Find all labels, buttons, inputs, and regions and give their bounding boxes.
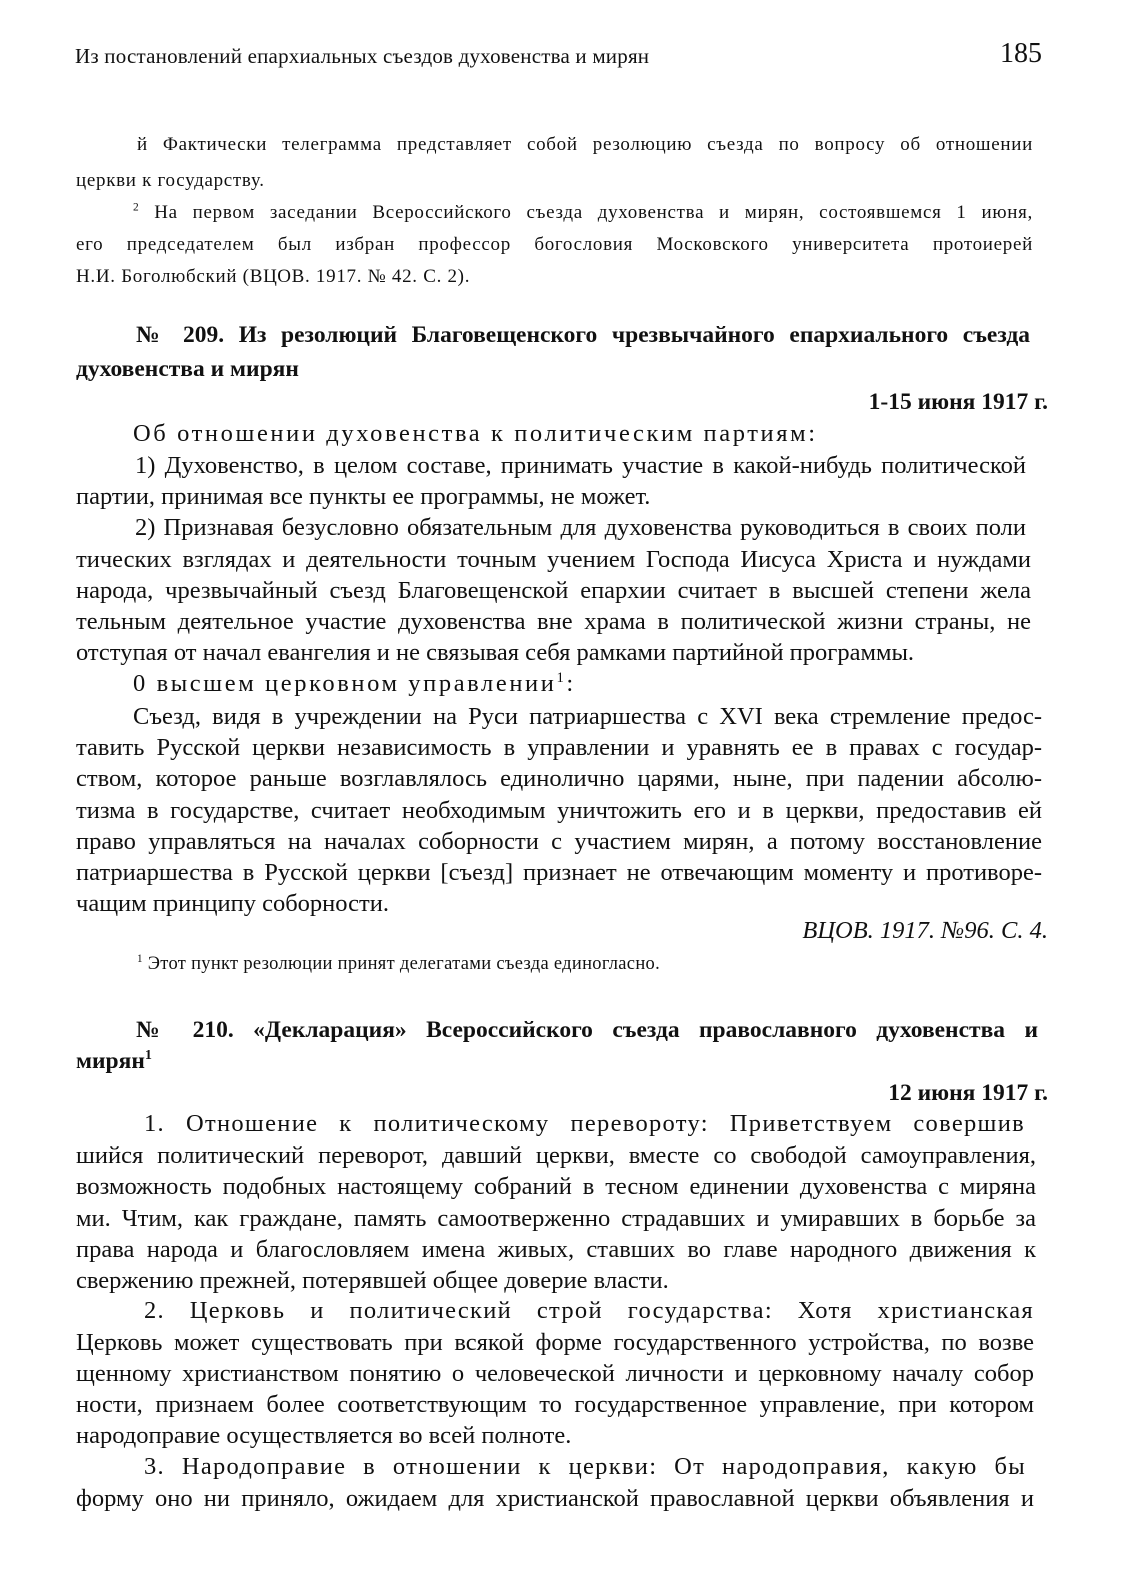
doc209-footnote-text: Этот пункт резолюции принят делегатами съезда единогласно. (147, 954, 660, 974)
doc209-para3-line-1: Съезд, видя в учреждении на Руси патриаршества с XVI века стремление предос- (133, 703, 1042, 730)
doc209-para3-line-3: ством, которое раньше возглавлялось единолично царями, ныне, при падении абсолю- (76, 765, 1042, 792)
footnote-1-line-1: й Фактически телеграмма представляет собой резолюцию съезда по вопросу об отношении (137, 134, 1033, 155)
doc209-para3-line-6: патриаршества в Русской церкви [съезд] признает не отвечающим моменту и противоре- (76, 859, 1042, 886)
doc209-para3-line-4: тизма в государстве, считает необходимым уничтожить его и в церкви, предоставив ей (76, 797, 1042, 824)
doc209-date: 1-15 июня 1917 г. (868, 389, 1048, 415)
doc210-p2-line-3: ности, признаем более соответствующим то государственное управление, при котором (76, 1391, 1034, 1418)
footnote-2-line-1 (133, 202, 1033, 224)
doc209-para2-line-4: тельным деятельное участие духовенства вне храма в политической жизни страны, не (76, 608, 1031, 635)
doc210-p2-line-4: народоправие осуществляется во всей полноте. (76, 1422, 572, 1449)
doc209-section2-heading (133, 670, 576, 698)
doc209-footnote (137, 954, 660, 975)
doc210-p2-line-1: Церковь может существовать при всякой форме государственного устройства, по возве (76, 1329, 1034, 1356)
running-title: Из постановлений епархиальных съездов духовенства и мирян (75, 44, 650, 68)
doc209-para2-line-3: народа, чрезвычайный съезд Благовещенской епархии считает в высшей степени жела (76, 577, 1031, 604)
page-number: 185 (1000, 38, 1042, 69)
doc210-title-line-2 (76, 1048, 152, 1075)
doc209-para1-line-2: партии, принимая все пункты ее программы, не может. (76, 483, 651, 510)
doc209-section2-colon: : (566, 670, 576, 697)
doc209-footnote-marker: 1 (137, 952, 143, 965)
footnote-2-line-2: его председателем был избран профессор богословия Московского университета протоиерей (76, 234, 1033, 255)
doc209-section2-footnote-marker: 1 (556, 669, 567, 686)
doc210-title-text: мирян (76, 1048, 145, 1074)
doc209-section1-heading: Об отношении духовенства к политическим партиям: (133, 420, 818, 447)
doc209-para2-line-5: отступая от начал евангелия и не связывая себя рамками партийной программы. (76, 639, 915, 666)
doc209-para2-line-2: тических взглядах и деятельности точным учением Господа Иисуса Христа и нуждами (76, 546, 1031, 573)
doc209-para3-line-5: право управляться на началах соборности с участием мирян, а потому восстановление (76, 828, 1042, 855)
doc210-p1-line-2: возможность подобных настоящему собраний в тесном единении духовенства с миряна (76, 1173, 1036, 1200)
doc210-p1-line-5: свержению прежней, потерявшей общее доверие власти. (76, 1267, 669, 1294)
footnote-1-line-2: церкви к государству. (76, 170, 265, 191)
footnote-2-text: На первом заседании Всероссийского съезда духовенства и мирян, состоявшемся 1 июня, (154, 202, 1034, 223)
doc210-p2-line-2: щенному христианством понятию о человеческой личности и церковному началу собор (76, 1360, 1034, 1387)
doc209-title-line-1: № 209. Из резолюций Благовещенского чрезвычайного епархиального съезда (136, 322, 1030, 348)
doc210-p3-lead: 3. Народоправие в отношении к церкви: От народоправия, какую бы (144, 1453, 1026, 1480)
doc209-para3-line-2: тавить Русской церкви независимость в управлении и уравнять ее в правах с государ- (76, 734, 1042, 761)
doc209-para1-line-1: 1) Духовенство, в целом составе, принимать участие в какой-нибудь политической (135, 452, 1026, 479)
doc210-date: 12 июня 1917 г. (888, 1080, 1048, 1106)
footnote-2-marker: 2 (133, 201, 140, 214)
doc210-title-footnote-marker: 1 (144, 1047, 152, 1064)
doc209-para3-line-7: чащим принципу соборности. (76, 890, 389, 917)
doc209-title-line-2: духовенства и мирян (76, 356, 299, 382)
doc210-p1-lead: 1. Отношение к политическому перевороту: Приветствуем совершив (144, 1110, 1025, 1137)
doc210-p2-lead: 2. Церковь и политический строй государства: Хотя христианская (144, 1297, 1034, 1324)
doc209-para2-line-1: 2) Признавая безусловно обязательным для духовенства руководиться в своих поли (135, 514, 1026, 541)
doc210-p3-line-1: форму оно ни приняло, ожидаем для христианской православной церкви объявления и (76, 1485, 1034, 1512)
doc210-title-line-1: № 210. «Декларация» Всероссийского съезда православного духовенства и (136, 1017, 1038, 1043)
doc209-section2-heading-text: 0 высшем церковном управлении (133, 670, 557, 697)
doc210-p1-line-1: шийся политический переворот, давший церкви, вместе со свободой самоуправления, (76, 1142, 1036, 1169)
doc210-p1-line-3: ми. Чтим, как граждане, память самоотверженно страдавших и умиравших в борьбе за (76, 1205, 1036, 1232)
doc209-source: ВЦОВ. 1917. №96. С. 4. (802, 917, 1048, 944)
doc210-p1-line-4: права народа и благословляем имена живых, ставших во главе народного движения к (76, 1236, 1036, 1263)
footnote-2-line-3: Н.И. Боголюбский (ВЦОВ. 1917. № 42. С. 2). (76, 266, 471, 287)
